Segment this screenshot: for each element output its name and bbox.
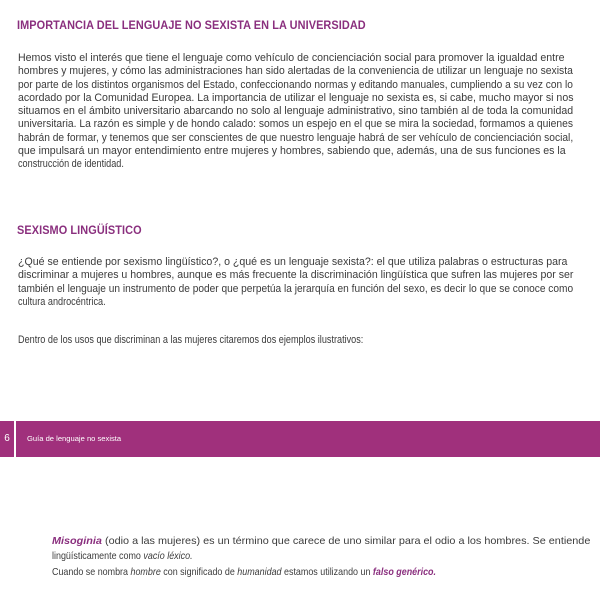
section-heading-importancia: IMPORTANCIA DEL LENGUAJE NO SEXISTA EN LA UNIVERSIDAD (17, 18, 366, 32)
next-page-line (52, 567, 436, 578)
text-line: situamos en el ámbito universitario abarcando no solo al lenguaje administrativo, sino también al de toda la comunidad (18, 105, 574, 118)
text-run: (odio a las mujeres) es un término que carece de uno similar para el odio a los hombres. Se entiende (101, 536, 591, 547)
text-line: ¿Qué se entiende por sexismo lingüístico?, o ¿qué es un lenguaje sexista?: el que utiliza palabras o estructuras para (18, 256, 568, 268)
text-line: por parte de los distintos organismos del Estado, confeccionando normas y editando manuales, cumpliendo a su vez con lo (18, 78, 573, 91)
text-line: acordado por la Comunidad Europea. La importancia de utilizar el lenguaje no sexista es, si cabe, mucho mayor si nos (18, 91, 574, 104)
text-line: que impulsará un mayor entendimiento entre mujeres y hombres, sabiendo que, además, una de sus funciones es la (18, 145, 566, 158)
text-line: cultura androcéntrica. (18, 295, 106, 308)
text-line: Hemos visto el interés que tiene el lenguaje como vehículo de concienciación social para promover la igualdad entre (18, 52, 565, 64)
term-falso-generico: falso genérico. (372, 567, 437, 578)
text-line: hombres y mujeres, y cómo las administraciones han sido alertadas de la conveniencia de utilizar un lenguaje no sexista (18, 65, 573, 78)
term-misoginia: Misoginia (52, 536, 102, 547)
page-footer (0, 421, 600, 457)
paragraph-importancia (18, 52, 573, 172)
text-run: con significado de (160, 567, 238, 578)
text-line: universitaria. La razón es simple y de hondo calado: somos un espejo en el que se mira la sociedad, formamos a quienes (18, 118, 574, 131)
page-gap (0, 457, 600, 527)
text-line: habrán de formar, y tenemos que ser conscientes de que nuestro lenguaje habrá de ser vehículo de concienciación social, (18, 131, 574, 144)
next-page-line (52, 551, 193, 562)
text-run: lingüísticamente como (52, 551, 144, 562)
italic-text: vacío léxico. (143, 551, 193, 562)
next-page (0, 527, 600, 600)
text-run: Cuando se nombra (52, 567, 131, 578)
paragraph-sexismo (18, 256, 573, 309)
page-number: 6 (4, 433, 10, 444)
footer-title: Guía de lenguaje no sexista (27, 434, 122, 443)
next-page-line (52, 536, 590, 547)
footer-divider (14, 421, 16, 457)
section-heading-sexismo: SEXISMO LINGÜÍSTICO (17, 223, 142, 237)
italic-text: hombre (130, 567, 161, 578)
text-run: estamos utilizando un (281, 567, 373, 578)
text-line: Dentro de los usos que discriminan a las mujeres citaremos dos ejemplos ilustrativos: (18, 334, 364, 346)
paragraph-usos (18, 334, 573, 347)
text-line: también el lenguaje un instrumento de poder que perpetúa la jerarquía en función del sexo, es decir lo que se conoce como (18, 282, 574, 295)
text-line: construcción de identidad. (18, 158, 124, 171)
text-line: discriminar a mujeres u hombres, aunque es más frecuente la discriminación lingüística que sufren las mujeres por ser (18, 269, 574, 282)
italic-text: humanidad (237, 567, 282, 578)
